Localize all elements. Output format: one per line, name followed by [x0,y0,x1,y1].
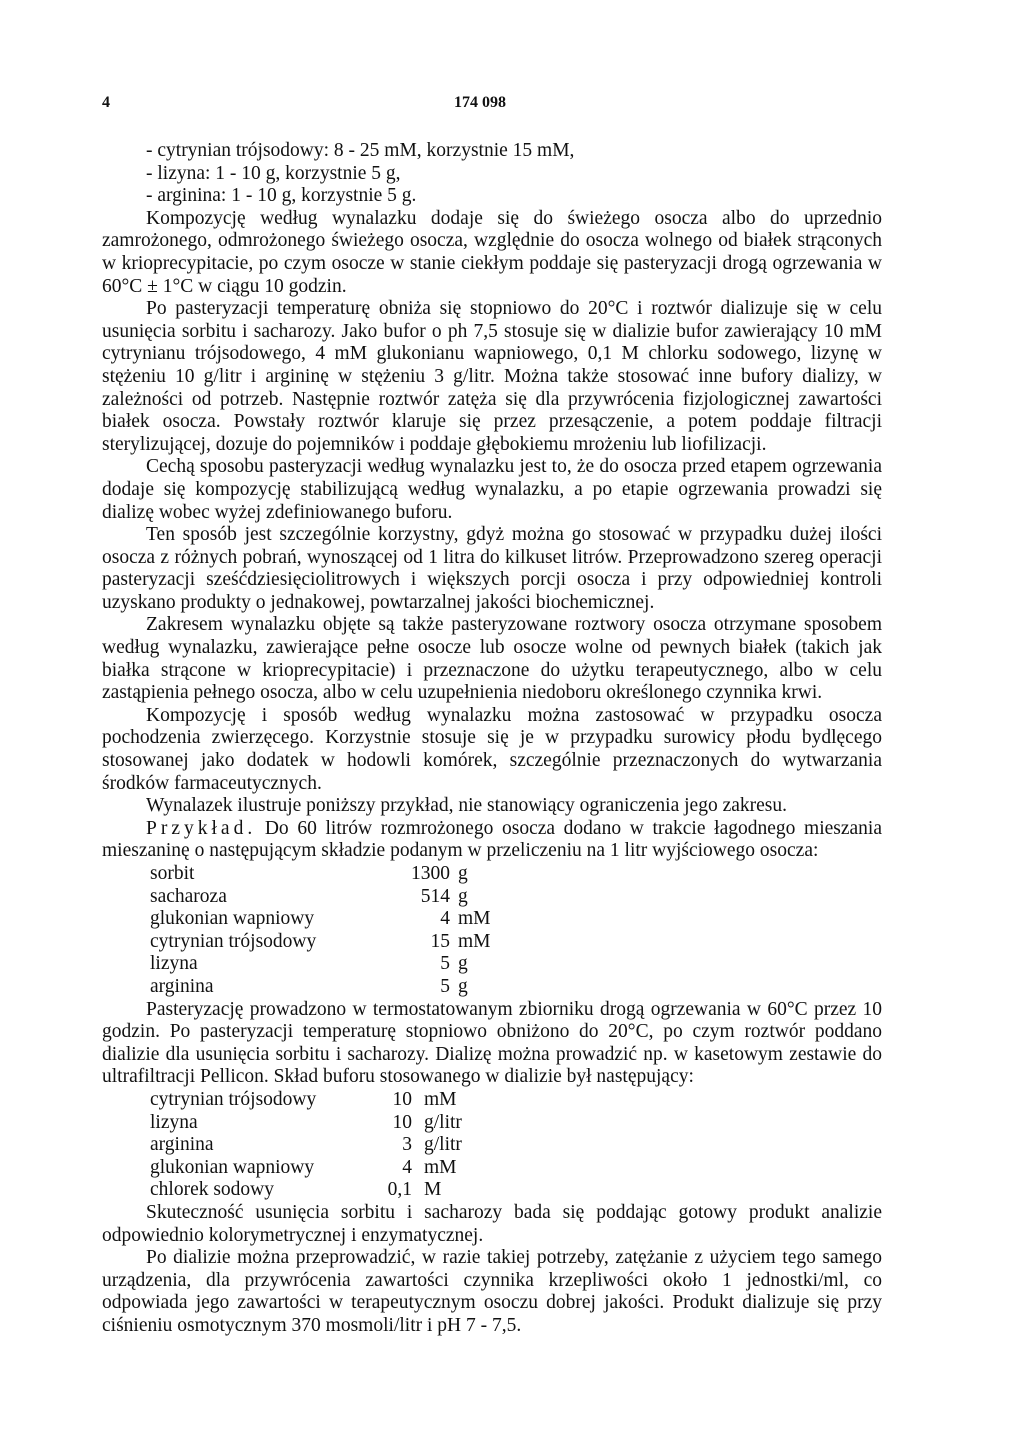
component-unit: g [458,953,468,975]
buffer-component-name: arginina [150,1134,214,1156]
buffer-component-name: lizyna [150,1111,198,1133]
component-amount: 4 [440,908,450,930]
buffer-component-unit: mM [424,1156,457,1178]
buffer-component-unit: mM [424,1088,457,1110]
component-name: lizyna [150,953,198,975]
component-amount: 5 [440,975,450,997]
paragraph-method-feature: Cechą sposobu pasteryzacji według wynalazku jest to, że do osocza przed etapem ogrzewania dodaje się kompozycję stabilizującą według wynalazku, a po etapie ogrzewania prowadzi się dializę wobec wyżej zdefiniowanego buforu. [102,456,882,523]
composition-table [150,863,518,999]
component-unit: g [458,863,468,884]
component-unit: mM [458,908,491,930]
list-item-citrate: - cytrynian trójsodowy: 8 - 25 mM, korzystnie 15 mM, [146,140,575,161]
paragraph-efficiency: Skuteczność usunięcia sorbitu i sacharozy bada się poddając gotowy produkt analizie odpowiednio kolorymetrycznej i enzymatycznej. [102,1201,882,1246]
document-number: 174 098 [454,94,506,111]
component-unit: g [458,975,468,997]
component-name: cytrynian trójsodowy [150,930,317,952]
buffer-component-unit: g/litr [424,1111,462,1133]
table-row [150,1134,484,1157]
table-row [150,1089,484,1112]
table-row [150,863,518,886]
component-name: arginina [150,975,214,997]
component-unit: mM [458,930,491,952]
table-row [150,908,518,931]
table-row [150,976,518,999]
table-row [150,886,518,909]
buffer-component-amount: 10 [392,1088,412,1110]
buffer-component-unit: g/litr [424,1134,462,1156]
paragraph-scope: Zakresem wynalazku objęte są także pasteryzowane roztwory osocza otrzymane sposobem według wynalazku, zawierające pełne osocze lub osocze wolne od pewnych białek (takich jak białka strącone w krioprecypitacie) i przeznaczone do użytku terapeutycznego, albo w celu zastąpienia pełnego osocza, albo w celu uzupełnienia niedoboru określonego czynnika krwi. [102,614,882,704]
buffer-component-name: cytrynian trójsodowy [150,1088,317,1110]
table-row [150,1179,484,1202]
paragraph-example [102,818,882,863]
paragraph-dialysis: Po pasteryzacji temperaturę obniża się stopniowo do 20°C i roztwór dializuje się w celu usunięcia sorbitu i sacharozy. Jako bufor o ph 7,5 stosuje się w dializie bufor zawierający 10 mM cytrynianu trójsodowego, 4 mM glukonianu wapniowego, 0,1 M chlorku sodowego, lizynę w stężeniu 10 g/litr i argininę w stężeniu 3 g/litr. Można także stosować inne bufory dializy, w zależności od potrzeb. Następnie roztwór zatęża się dla przywrócenia fizjologicznej zawartości białek osocza. Powstały roztwór klaruje się przez przesączenie, a potem poddaje filtracji sterylizującej, dozuje do pojemników i poddaje głębokiemu mrożeniu lub liofilizacji. [102,298,882,455]
buffer-table [150,1089,484,1202]
buffer-component-name: glukonian wapniowy [150,1156,315,1178]
example-text: Do 60 litrów rozmrożonego osocza dodano w trakcie łagodnego mieszania mieszaninę o następującym składzie podanym w przeliczeniu na 1 litr wyjściowego osocza: [102,817,882,862]
table-row [150,931,518,954]
component-amount: 1300 [411,863,450,884]
table-row [150,1112,484,1135]
component-amount: 15 [430,930,450,952]
buffer-component-amount: 10 [392,1111,412,1133]
component-name: sacharoza [150,885,227,907]
list-item-arginine: - arginina: 1 - 10 g, korzystnie 5 g. [146,185,417,207]
document-body [102,140,882,1337]
component-unit: g [458,885,468,907]
paragraph-advantages: Ten sposób jest szczególnie korzystny, gdyż można go stosować w przypadku dużej ilości osocza z różnych pobrań, wynoszącej od 1 litra do kilkuset litrów. Przeprowadzono szereg operacji pasteryzacji sześćdziesięciolitrowych i większych porcji osocza i przy odpowiedniej kontroli uzyskano produkty o jednakowej, powtarzalnej jakości biochemicznej. [102,524,882,613]
page-header [102,94,882,114]
paragraph-animal-plasma: Kompozycję i sposób według wynalazku można zastosować w przypadku osocza pochodzenia zwierzęcego. Korzystnie stosuje się je w przypadku surowicy płodu bydlęcego stosowanej jako dodatek w hodowli komórek, szczególnie przeznaczonych do wytwarzania środków farmaceutycznych. [102,704,882,794]
component-name: glukonian wapniowy [150,908,315,930]
component-amount: 5 [440,953,450,975]
buffer-component-amount: 0,1 [387,1179,412,1201]
page-number: 4 [102,94,110,111]
component-name: sorbit [150,863,195,884]
buffer-component-name: chlorek sodowy [150,1179,275,1201]
table-row [150,1157,484,1180]
example-label: Przykład. [146,817,257,839]
paragraph-composition-use: Kompozycję według wynalazku dodaje się do świeżego osocza albo do uprzednio zamrożonego, odmrożonego świeżego osocza, względnie do osocza wolnego od białek strąconych w krioprecypitacie, po czym osocze w stanie ciekłym poddaje się pasteryzacji drogą ogrzewania w 60°C ± 1°C w ciągu 10 godzin. [102,207,882,297]
table-row [150,953,518,976]
paragraph-illustration: Wynalazek ilustruje poniższy przykład, nie stanowiący ograniczenia jego zakresu. [146,795,787,817]
buffer-component-amount: 3 [402,1134,412,1156]
list-item-lysine: - lizyna: 1 - 10 g, korzystnie 5 g, [146,162,401,184]
buffer-component-amount: 4 [402,1156,412,1178]
buffer-component-unit: M [424,1179,442,1201]
paragraph-pasteurization: Pasteryzację prowadzono w termostatowanym zbiorniku drogą ogrzewania w 60°C przez 10 godzin. Po pasteryzacji temperaturę stopniowo obniżono do 20°C, po czym roztwór poddano dializie dla usunięcia sorbitu i sacharozy. Dializę można prowadzić np. w kasetowym zestawie do ultrafiltracji Pellicon. Skład buforu stosowanego w dializie był następujący: [102,998,882,1088]
paragraph-concentration: Po dializie można przeprowadzić, w razie takiej potrzeby, zatężanie z użyciem tego samego urządzenia, dla przywrócenia zawartości czynnika krzepliwości około 1 jednostki/ml, co odpowiada jego zawartości w terapeutycznym osoczu dobrej jakości. Produkt dializuje się przy ciśnieniu osmotycznym 370 mosmoli/litr i pH 7 - 7,5. [102,1247,882,1336]
component-amount: 514 [420,885,450,907]
